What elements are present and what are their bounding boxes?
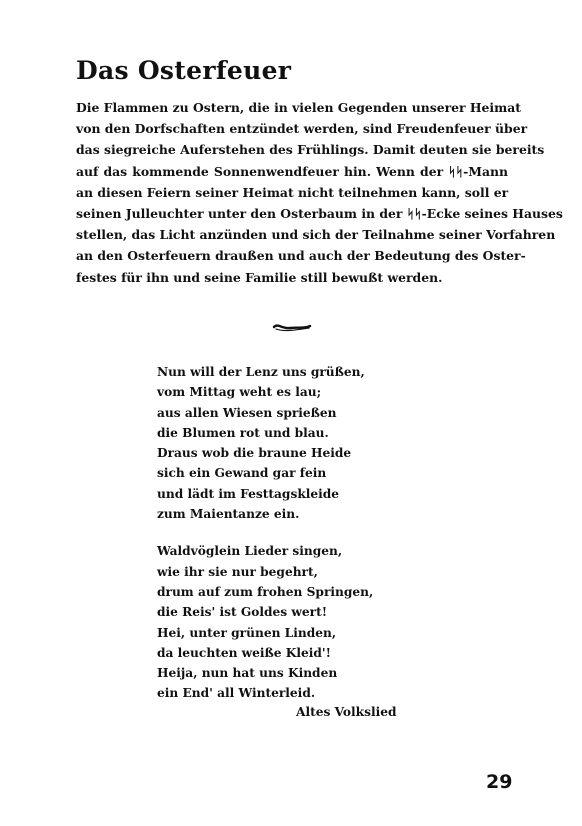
poem-stanza-2 <box>157 541 457 703</box>
prose-line: stellen, das Licht anzünden und sich der Teilnahme seiner Vorfahren <box>76 227 556 243</box>
poem-stanza-1 <box>157 362 457 524</box>
poem-verse: ein End' all Winterleid. <box>157 686 316 701</box>
prose-line: an diesen Feiern seiner Heimat nicht teilnehmen kann, soll er <box>76 184 509 200</box>
prose-line: Die Flammen zu Ostern, die in vielen Gegenden unserer Heimat <box>76 100 521 115</box>
poem-verse: drum auf zum frohen Springen, <box>157 584 374 599</box>
prose-paragraph <box>76 97 563 288</box>
page-number: 29 <box>486 771 513 793</box>
poem-verse: Heija, nun hat uns Kinden <box>157 666 338 681</box>
prose-line: auf das kommende Sonnenwendfeuer hin. Wenn der ᛋᛋ-Mann <box>76 163 508 179</box>
swash-dash-ornament-icon <box>272 320 312 336</box>
prose-line: seinen Julleuchter unter den Osterbaum in der ᛋᛋ-Ecke seines Hauses <box>76 205 563 221</box>
poem-verse: sich ein Gewand gar fein <box>157 466 327 481</box>
poem-verse: Waldvöglein Lieder singen, <box>157 544 343 559</box>
poem-verse: da leuchten weiße Kleid'! <box>157 645 332 660</box>
poem <box>157 362 457 721</box>
poem-verse: Hei, unter grünen Linden, <box>157 625 337 640</box>
prose-line: festes für ihn und seine Familie still bewußt werden. <box>76 269 443 285</box>
poem-verse: zum Maientanze ein. <box>157 507 300 522</box>
prose-line: von den Dorfschaften entzündet werden, sind Freudenfeuer über <box>76 121 528 137</box>
poem-verse: vom Mittag weht es lau; <box>157 385 322 400</box>
poem-verse: die Reis' ist Goldes wert! <box>157 605 328 620</box>
prose-line: an den Osterfeuern draußen und auch der Bedeutung des Oster- <box>76 248 526 264</box>
prose-line: das siegreiche Auferstehen des Frühlings. Damit deuten sie bereits <box>76 142 545 158</box>
poem-verse: wie ihr sie nur begehrt, <box>157 564 318 579</box>
poem-verse: Draus wob die braune Heide <box>157 446 352 461</box>
poem-verse: die Blumen rot und blau. <box>157 425 329 440</box>
poem-verse: und lädt im Festtagskleide <box>157 486 340 501</box>
poem-source: Altes Volkslied <box>296 705 397 719</box>
page-title: Das Osterfeuer <box>76 56 292 85</box>
poem-verse: aus allen Wiesen sprießen <box>157 405 337 420</box>
poem-verse: Nun will der Lenz uns grüßen, <box>157 365 365 379</box>
